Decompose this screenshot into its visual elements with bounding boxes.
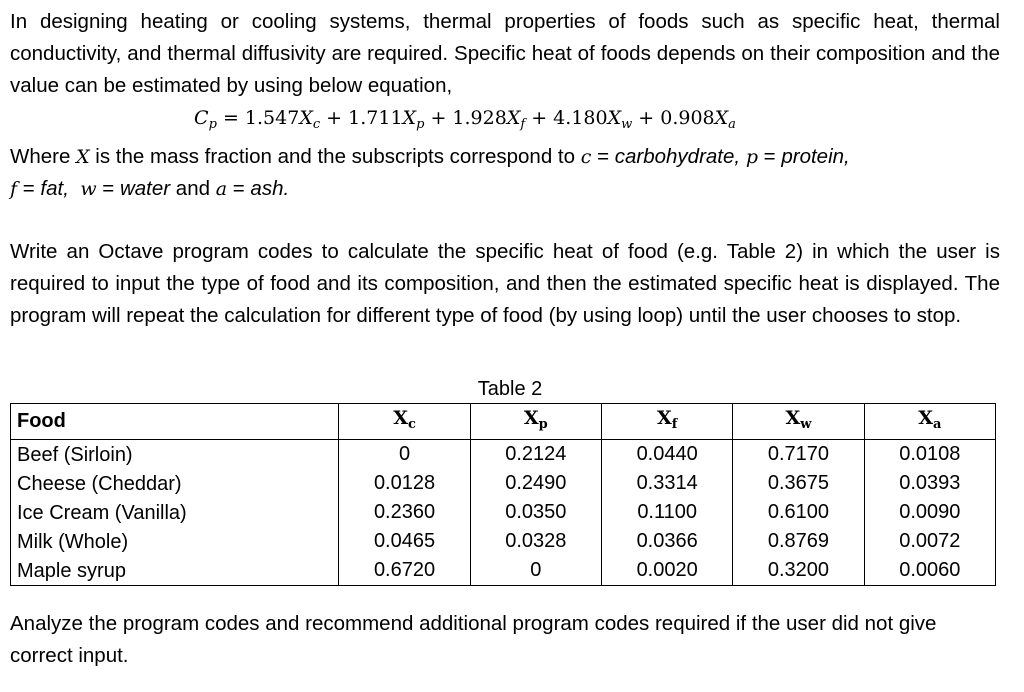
eq-var: X	[299, 107, 313, 129]
document-page	[10, 6, 1000, 672]
eq-lhs-sub: p	[208, 117, 217, 132]
eq-equals: =	[216, 107, 245, 129]
def-water: water	[119, 177, 171, 200]
table-row	[11, 469, 996, 498]
value-cell: 0.0090	[864, 498, 995, 527]
eq-sub: w	[621, 117, 633, 132]
value-cell: 0.3314	[602, 469, 733, 498]
intro-paragraph: In designing heating or cooling systems, thermal properties of foods such as specific heat, thermal conductivity, and thermal diffusivity are required. Specific heat of foods depends on their composition and the value can be estimated by using below equation,	[10, 10, 1000, 97]
x-header-sub: p	[538, 417, 548, 432]
value-cell: 0.0366	[602, 527, 733, 556]
table-row	[11, 556, 996, 586]
value-cell: 0.6720	[339, 556, 470, 586]
x-header-base: X	[656, 407, 672, 429]
eq-lhs-var: C	[194, 107, 209, 129]
eq-coef: 1.547	[244, 107, 300, 129]
eq-sub: a	[728, 117, 736, 132]
food-cell: Milk (Whole)	[11, 527, 339, 556]
value-cell: 0.2124	[470, 440, 601, 470]
def-eq-2: =	[757, 145, 782, 168]
table-row	[11, 498, 996, 527]
eq-var: X	[402, 107, 417, 129]
eq-var: X	[607, 107, 622, 129]
table-row	[11, 527, 996, 556]
eq-sub: f	[520, 117, 526, 132]
def-protein: protein,	[781, 145, 850, 168]
value-cell: 0.0393	[864, 469, 995, 498]
eq-plus: +	[632, 107, 661, 129]
task-paragraph: Write an Octave program codes to calculate the specific heat of food (e.g. Table 2) in which the user is required to input the type of food and its composition, and then the estimated specific heat is displayed. The program will repeat the calculation for different type of food (by using loop) until the user chooses to stop.	[10, 240, 1000, 327]
eq-plus: +	[525, 107, 554, 129]
x-header-base: X	[785, 407, 801, 429]
x-header-sub: a	[932, 417, 942, 432]
def-ash: ash.	[250, 177, 290, 200]
def-w: w	[80, 178, 97, 200]
value-cell: 0.3200	[733, 556, 864, 586]
value-cell: 0.2490	[470, 469, 601, 498]
x-column-header	[470, 404, 601, 440]
food-cell: Cheese (Cheddar)	[11, 469, 339, 498]
composition-table	[10, 403, 996, 586]
table-row	[11, 440, 996, 470]
eq-coef: 0.908	[660, 107, 715, 129]
eq-var: X	[714, 107, 729, 129]
x-column-header	[602, 404, 733, 440]
food-cell: Beef (Sirloin)	[11, 440, 339, 470]
value-cell: 0.0350	[470, 498, 601, 527]
x-header-sub: w	[800, 417, 812, 432]
value-cell: 0.7170	[733, 440, 864, 470]
def-where: Where	[10, 145, 77, 168]
def-c: c	[580, 146, 592, 168]
value-cell: 0.1100	[602, 498, 733, 527]
def-fat: fat,	[40, 177, 69, 200]
table-header-row	[11, 404, 996, 440]
x-header-sub: c	[407, 417, 416, 432]
value-cell: 0.8769	[733, 527, 864, 556]
definitions-paragraph	[10, 141, 1000, 205]
x-header-sub: f	[671, 417, 678, 432]
def-f: f	[10, 178, 18, 200]
value-cell: 0.0440	[602, 440, 733, 470]
def-p: p	[745, 146, 758, 168]
x-header-base: X	[918, 407, 933, 429]
value-cell: 0.0060	[864, 556, 995, 586]
eq-sub: p	[416, 117, 425, 132]
def-eq-5: =	[227, 177, 251, 200]
value-cell: 0.2360	[339, 498, 470, 527]
table-caption: Table 2	[477, 378, 543, 400]
eq-terms	[244, 107, 736, 132]
value-cell: 0.0020	[602, 556, 733, 586]
value-cell: 0.0328	[470, 527, 601, 556]
def-mass-fraction: is the mass fraction and the subscripts correspond to	[89, 145, 581, 168]
eq-plus: +	[424, 107, 453, 129]
food-cell: Maple syrup	[11, 556, 339, 586]
def-a: a	[215, 178, 228, 200]
def-eq-3: =	[17, 177, 41, 200]
eq-coef: 1.711	[348, 107, 403, 129]
value-cell: 0.0128	[339, 469, 470, 498]
food-cell: Ice Cream (Vanilla)	[11, 498, 339, 527]
def-eq-4: =	[96, 177, 120, 200]
specific-heat-equation	[10, 102, 1000, 141]
value-cell: 0	[470, 556, 601, 586]
eq-coef: 1.928	[452, 107, 507, 129]
def-x: X	[76, 146, 90, 168]
x-column-header	[864, 404, 995, 440]
value-cell: 0.0072	[864, 527, 995, 556]
eq-var: X	[506, 107, 521, 129]
x-header-base: X	[393, 407, 408, 429]
eq-sub: c	[312, 117, 321, 132]
def-carbohydrate: carbohydrate,	[614, 145, 741, 168]
food-column-header: Food	[11, 404, 339, 440]
x-header-base: X	[523, 407, 539, 429]
eq-plus: +	[320, 107, 349, 129]
value-cell: 0.0108	[864, 440, 995, 470]
def-and: and	[170, 177, 216, 200]
analysis-paragraph: Analyze the program codes and recommend additional program codes required if the user did not give correct input.	[10, 612, 937, 667]
x-column-header	[339, 404, 470, 440]
value-cell: 0.6100	[733, 498, 864, 527]
value-cell: 0	[339, 440, 470, 470]
def-eq-1: =	[591, 145, 615, 168]
eq-coef: 4.180	[553, 107, 608, 129]
value-cell: 0.0465	[339, 527, 470, 556]
table-body	[11, 440, 996, 586]
value-cell: 0.3675	[733, 469, 864, 498]
x-column-header	[733, 404, 864, 440]
